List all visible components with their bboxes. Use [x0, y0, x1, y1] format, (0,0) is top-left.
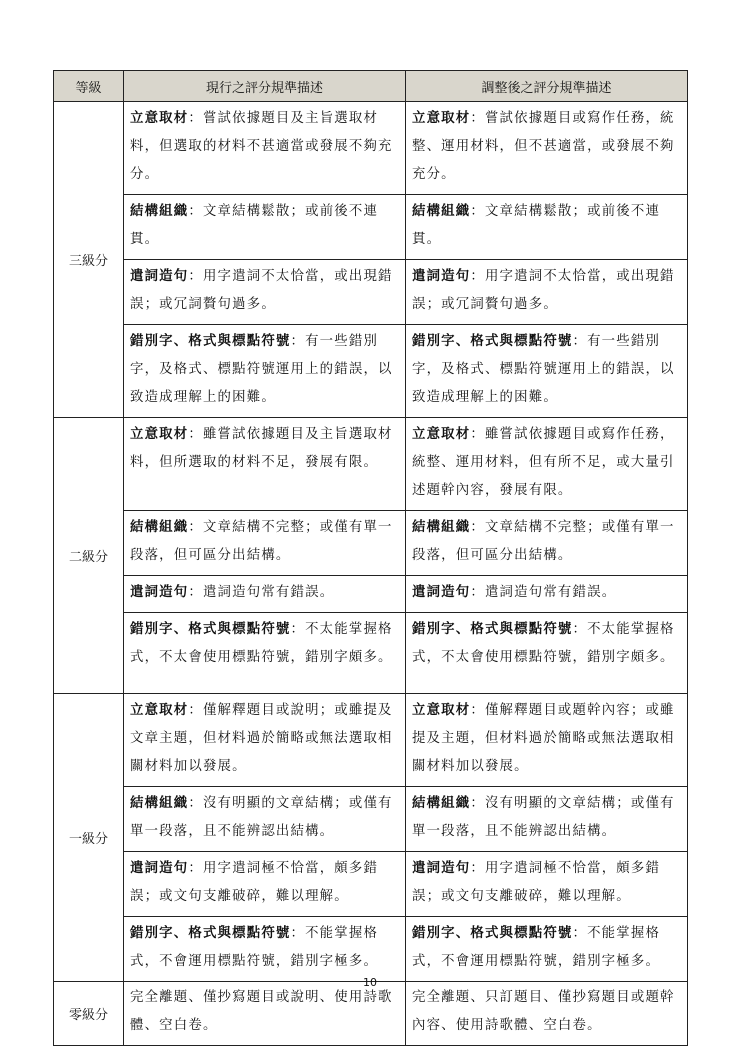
table-row	[54, 852, 688, 917]
rubric-table	[53, 70, 688, 1046]
criterion-text: ：遣詞造句常有錯誤。	[188, 585, 335, 600]
adjusted-criterion	[406, 787, 688, 852]
header-row	[54, 71, 688, 102]
criterion-text: ：僅解釋題目或題幹內容；或雖提及主題，但材料過於簡略或無法選取相關材料加以發展。	[412, 703, 675, 774]
level-label: 零級分	[54, 982, 124, 1046]
criterion-title: 立意取材	[412, 426, 471, 442]
table-row	[54, 787, 688, 852]
criterion-title: 錯別字、格式與標點符號	[130, 621, 291, 637]
criterion-title: 結構組織	[412, 519, 471, 535]
current-criterion	[124, 418, 406, 511]
criterion-title: 錯別字、格式與標點符號	[412, 925, 573, 941]
table-row	[54, 613, 688, 694]
criterion-text: ：用字遣詞不太恰當，或出現錯誤；或冗詞贅句過多。	[412, 269, 675, 312]
current-criterion	[124, 694, 406, 787]
criterion-text: ：文章結構不完整；或僅有單一段落，但可區分出結構。	[130, 520, 393, 563]
table-row	[54, 511, 688, 576]
adjusted-criterion	[406, 917, 688, 982]
adjusted-criterion	[406, 694, 688, 787]
criterion-title: 立意取材	[412, 702, 471, 718]
adjusted-criterion	[406, 325, 688, 418]
criterion-title: 遣詞造句	[412, 268, 471, 284]
current-criterion	[124, 325, 406, 418]
header-adjusted: 調整後之評分規準描述	[406, 71, 688, 102]
page-number: 10	[363, 976, 377, 989]
criterion-text: ：用字遣詞極不恰當，頗多錯誤；或文句支離破碎，難以理解。	[412, 861, 661, 904]
current-criterion	[124, 195, 406, 260]
criterion-title: 遣詞造句	[412, 584, 471, 600]
current-criterion: 完全離題、僅抄寫題目或說明、使用詩歌體、空白卷。	[124, 982, 406, 1046]
current-criterion	[124, 511, 406, 576]
current-criterion	[124, 576, 406, 613]
current-criterion	[124, 102, 406, 195]
criterion-text: ：文章結構鬆散；或前後不連貫。	[412, 204, 661, 247]
table-row	[54, 982, 688, 1046]
criterion-text: ：用字遣詞極不恰當，頗多錯誤；或文句支離破碎，難以理解。	[130, 861, 379, 904]
table-row	[54, 260, 688, 325]
criterion-title: 遣詞造句	[130, 584, 189, 600]
criterion-text: ：不太能掌握格式，不太會使用標點符號，錯別字頗多。	[412, 622, 675, 665]
criterion-title: 結構組織	[412, 203, 471, 219]
level-label: 二級分	[54, 418, 124, 694]
criterion-text: ：嘗試依據題目或寫作任務，統整、運用材料，但不甚適當，或發展不夠充分。	[412, 111, 675, 182]
criterion-text: ：文章結構不完整；或僅有單一段落，但可區分出結構。	[412, 520, 675, 563]
level-label: 三級分	[54, 102, 124, 418]
current-criterion	[124, 917, 406, 982]
criterion-title: 結構組織	[130, 203, 189, 219]
criterion-text: ：用字遣詞不太恰當，或出現錯誤；或冗詞贅句過多。	[130, 269, 393, 312]
adjusted-criterion	[406, 195, 688, 260]
adjusted-criterion	[406, 511, 688, 576]
criterion-title: 錯別字、格式與標點符號	[130, 333, 291, 349]
criterion-title: 遣詞造句	[130, 268, 189, 284]
criterion-text: ：沒有明顯的文章結構；或僅有單一段落，且不能辨認出結構。	[412, 796, 675, 839]
criterion-title: 立意取材	[130, 702, 189, 718]
criterion-title: 遣詞造句	[412, 860, 471, 876]
criterion-text: ：沒有明顯的文章結構；或僅有單一段落，且不能辨認出結構。	[130, 796, 393, 839]
adjusted-criterion	[406, 852, 688, 917]
criterion-text: ：嘗試依據題目及主旨選取材料，但選取的材料不甚適當或發展不夠充分。	[130, 111, 393, 182]
adjusted-criterion: 完全離題、只訂題目、僅抄寫題目或題幹內容、使用詩歌體、空白卷。	[406, 982, 688, 1046]
adjusted-criterion	[406, 613, 688, 694]
table-row	[54, 917, 688, 982]
criterion-text: ：有一些錯別字，及格式、標點符號運用上的錯誤，以致造成理解上的困難。	[130, 334, 393, 405]
criterion-text: ：僅解釋題目或說明；或雖提及文章主題，但材料過於簡略或無法選取相關材料加以發展。	[130, 703, 393, 774]
criterion-title: 結構組織	[130, 519, 189, 535]
adjusted-criterion	[406, 260, 688, 325]
criterion-text: ：不能掌握格式，不會運用標點符號，錯別字極多。	[130, 926, 379, 969]
table-row	[54, 576, 688, 613]
criterion-text: ：不太能掌握格式，不太會使用標點符號，錯別字頗多。	[130, 622, 393, 665]
criterion-title: 立意取材	[130, 110, 189, 126]
criterion-text: ：不能掌握格式，不會運用標點符號，錯別字極多。	[412, 926, 661, 969]
header-level: 等級	[54, 71, 124, 102]
current-criterion	[124, 613, 406, 694]
adjusted-criterion	[406, 418, 688, 511]
table-row	[54, 102, 688, 195]
criterion-text: ：雖嘗試依據題目及主旨選取材料，但所選取的材料不足，發展有限。	[130, 427, 393, 470]
table-row	[54, 694, 688, 787]
criterion-text: ：雖嘗試依據題目或寫作任務，統整、運用材料，但有所不足，或大量引述題幹內容，發展有限。	[412, 427, 675, 498]
criterion-title: 立意取材	[412, 110, 471, 126]
criterion-text: ：有一些錯別字，及格式、標點符號運用上的錯誤，以致造成理解上的困難。	[412, 334, 675, 405]
table-row	[54, 418, 688, 511]
current-criterion	[124, 852, 406, 917]
level-label: 一級分	[54, 694, 124, 982]
adjusted-criterion	[406, 102, 688, 195]
criterion-title: 結構組織	[130, 795, 189, 811]
criterion-title: 錯別字、格式與標點符號	[130, 925, 291, 941]
header-current: 現行之評分規準描述	[124, 71, 406, 102]
criterion-title: 錯別字、格式與標點符號	[412, 621, 573, 637]
criterion-title: 立意取材	[130, 426, 189, 442]
criterion-text: ：文章結構鬆散；或前後不連貫。	[130, 204, 379, 247]
table-row	[54, 325, 688, 418]
current-criterion	[124, 260, 406, 325]
criterion-title: 結構組織	[412, 795, 471, 811]
table-row	[54, 195, 688, 260]
current-criterion	[124, 787, 406, 852]
adjusted-criterion	[406, 576, 688, 613]
criterion-text: ：遣詞造句常有錯誤。	[470, 585, 617, 600]
criterion-title: 錯別字、格式與標點符號	[412, 333, 573, 349]
criterion-title: 遣詞造句	[130, 860, 189, 876]
